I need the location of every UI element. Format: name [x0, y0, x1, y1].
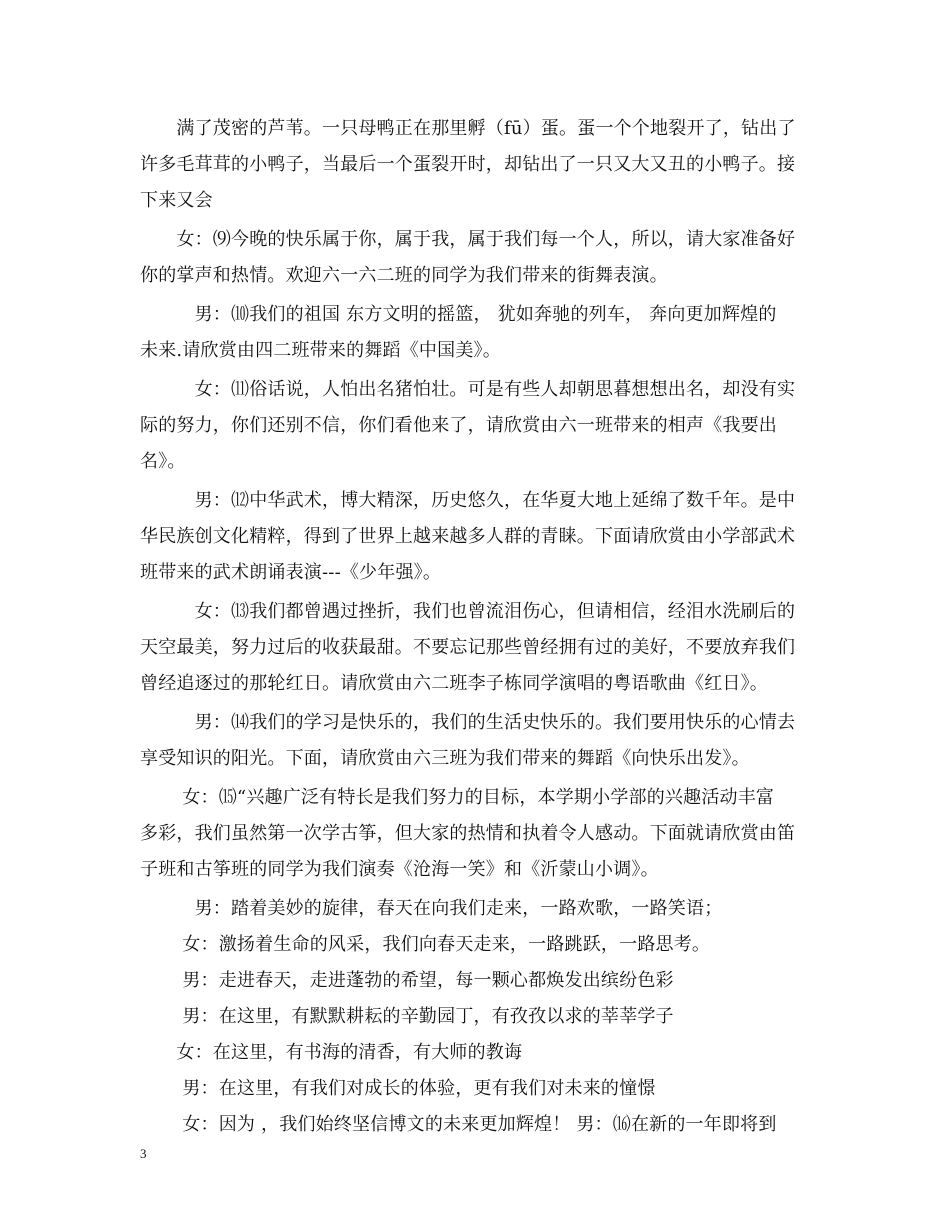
text-line: 男：在这里，有我们对成长的体验，更有我们对未来的憧憬	[140, 1078, 656, 1099]
text-line: 男：⑿中华武术，博大精深，历史悠久，在华夏大地上延绵了数千年。是中	[140, 490, 796, 511]
text-line: 满了茂密的芦苇。一只母鸭正在那里孵（fū）蛋。蛋一个个地裂开了，钻出了	[140, 118, 796, 139]
text-line: 未来.请欣赏由四二班带来的舞蹈《中国美》。	[140, 340, 501, 361]
text-line: 多彩，我们虽然第一次学古筝，但大家的热情和执着令人感动。下面就请欣赏由笛	[140, 823, 796, 844]
text-line: 男：踏着美妙的旋律，春天在向我们走来，一路欢歌，一路笑语；	[140, 898, 723, 919]
text-line: 你的掌声和热情。欢迎六一六二班的同学为我们带来的街舞表演。	[140, 265, 668, 286]
text-line: 许多毛茸茸的小鸭子，当最后一个蛋裂开时，却钻出了一只又大又丑的小鸭子。接	[140, 154, 796, 175]
text-line: 女：激扬着生命的风采，我们向春天走来，一路跳跃，一路思考。	[140, 934, 711, 955]
text-line: 女：在这里，有书海的清香，有大师的教诲	[140, 1042, 523, 1063]
text-line: 女：⑼今晚的快乐属于你，属于我，属于我们每一个人，所以，请大家准备好	[140, 229, 796, 250]
text-line: 子班和古筝班的同学为我们演奏《沧海一笑》和《沂蒙山小调》。	[140, 859, 659, 880]
text-line: 女：因为 ，我们始终坚信博文的未来更加辉煌！ 男：⒃在新的一年即将到	[140, 1114, 777, 1135]
text-line: 天空最美，努力过后的收获最甜。不要忘记那些曾经拥有过的美好，不要放弃我们	[140, 637, 796, 658]
text-line: 男：⒁我们的学习是快乐的，我们的生活史快乐的。我们要用快乐的心情去	[140, 712, 796, 733]
text-line: 女：⒂“兴趣广泛有特长是我们努力的目标，本学期小学部的兴趣活动丰富	[140, 787, 775, 808]
text-line: 女：⒀我们都曾遇过挫折，我们也曾流泪伤心，但请相信，经泪水洗刷后的	[140, 601, 796, 622]
text-line: 下来又会	[140, 190, 213, 211]
text-line: 享受知识的阳光。下面，请欣赏由六三班为我们带来的舞蹈《向快乐出发》。	[140, 748, 750, 769]
page-number: 3	[140, 1146, 147, 1161]
text-line: 际的努力，你们还别不信，你们看他来了，请欣赏由六一班带来的相声《我要出	[140, 415, 777, 436]
text-line: 男：在这里，有默默耕耘的辛勤园丁，有孜孜以求的莘莘学子	[140, 1006, 674, 1027]
text-line: 男：⑽我们的祖国 东方文明的摇篮， 犹如奔驰的列车， 奔向更加辉煌的	[140, 304, 777, 325]
text-line: 女：⑾俗话说，人怕出名猪怕壮。可是有些人却朝思暮想想出名，却没有实	[140, 379, 796, 400]
text-line: 班带来的武术朗诵表演---《少年强》。	[140, 562, 442, 583]
text-line: 男：走进春天，走进蓬勃的希望，每一颗心都焕发出缤纷色彩	[140, 970, 674, 991]
text-line: 华民族创文化精粹，得到了世界上越来越多人群的青睐。下面请欣赏由小学部武术	[140, 526, 796, 547]
text-line: 名》。	[140, 451, 186, 472]
text-line: 曾经追逐过的那轮红日。请欣赏由六二班李子栋同学演唱的粤语歌曲《红日》。	[140, 673, 768, 694]
